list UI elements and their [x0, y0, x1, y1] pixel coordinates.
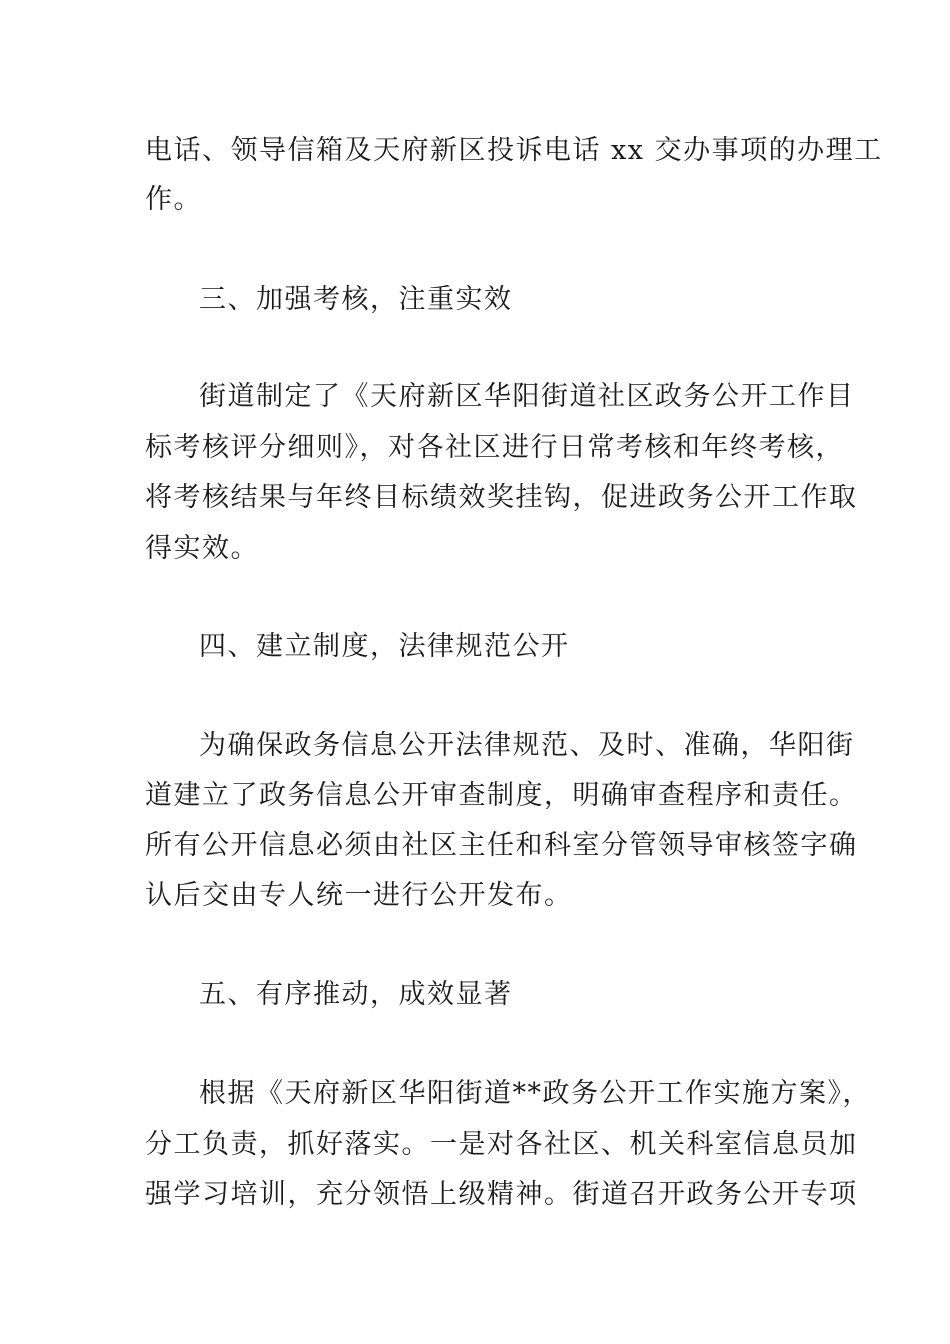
paragraph-line: 街道制定了《天府新区华阳街道社区政务公开工作目 [199, 381, 855, 412]
paragraph-line: 将考核结果与年终目标绩效奖挂钩，促进政务公开工作取 [145, 482, 858, 513]
paragraph-line: 电话、领导信箱及天府新区投诉电话 xx 交办事项的办理工 [145, 135, 883, 166]
section-heading-5: 五、有序推动，成效显著 [199, 979, 513, 1010]
paragraph-line: 道建立了政务信息公开审查制度，明确审查程序和责任。 [145, 780, 858, 811]
paragraph-line: 根据《天府新区华阳街道**政务公开工作实施方案》， [199, 1078, 871, 1109]
section-heading-4: 四、建立制度，法律规范公开 [199, 631, 570, 662]
paragraph-line: 标考核评分细则》，对各社区进行日常考核和年终考核， [145, 432, 844, 463]
paragraph-line: 所有公开信息必须由社区主任和科室分管领导审核签字确 [145, 830, 858, 861]
section-heading-3: 三、加强考核，注重实效 [199, 284, 513, 315]
paragraph-line: 得实效。 [145, 533, 259, 564]
paragraph-line: 作。 [145, 184, 202, 215]
paragraph-line: 分工负责，抓好落实。一是对各社区、机关科室信息员加 [145, 1129, 858, 1160]
paragraph-line: 认后交由专人统一进行公开发布。 [145, 880, 573, 911]
paragraph-line: 为确保政务信息公开法律规范、及时、准确，华阳街 [199, 730, 855, 761]
paragraph-line: 强学习培训，充分领悟上级精神。街道召开政务公开专项 [145, 1179, 858, 1210]
